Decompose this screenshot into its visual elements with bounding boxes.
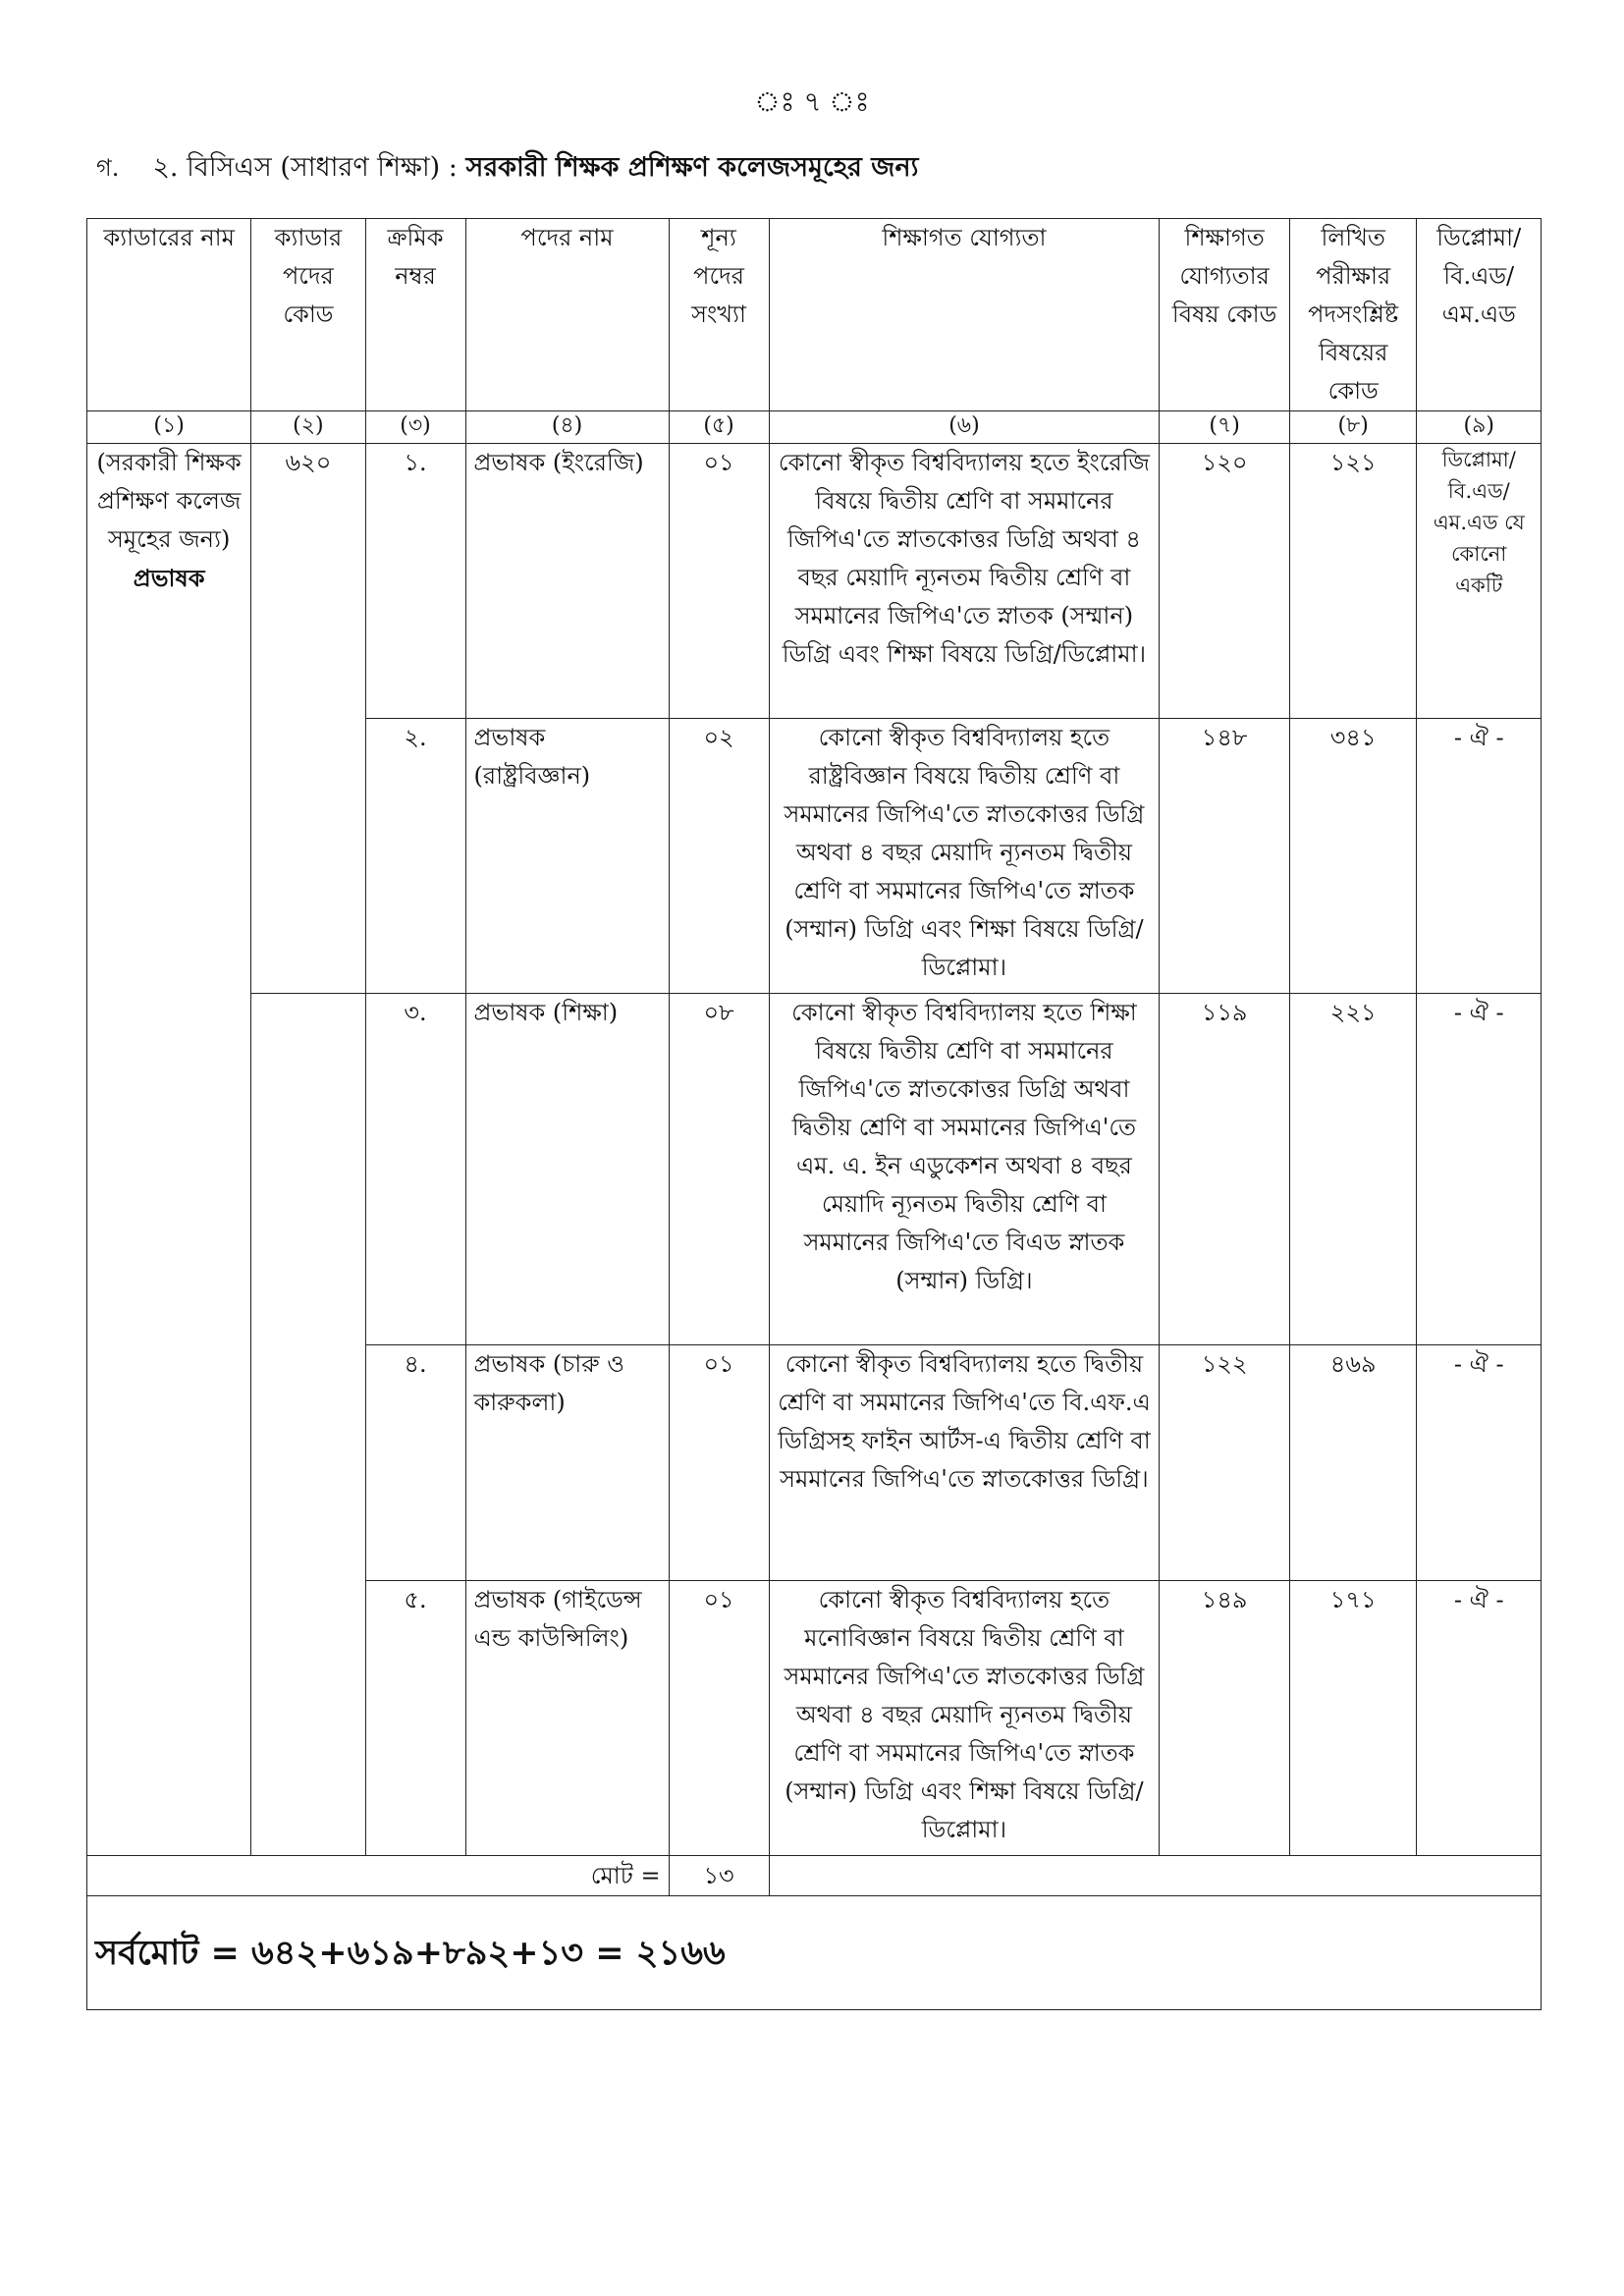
header-serial: ক্রমিক নম্বর bbox=[365, 219, 465, 411]
exam-code: ১২১ bbox=[1289, 444, 1417, 719]
subject-code: ১২০ bbox=[1160, 444, 1290, 719]
header-qualification: শিক্ষাগত যোগ্যতা bbox=[769, 219, 1160, 411]
section-letter: গ. bbox=[96, 154, 120, 182]
header-post-name: পদের নাম bbox=[465, 219, 669, 411]
column-number: (৬) bbox=[769, 411, 1160, 444]
header-cadre-code: ক্যাডার পদের কোড bbox=[251, 219, 365, 411]
column-number: (১) bbox=[87, 411, 251, 444]
column-number: (৮) bbox=[1289, 411, 1417, 444]
qualification: কোনো স্বীকৃত বিশ্ববিদ্যালয় হতে শিক্ষা বিষয়ে দ্বিতীয় শ্রেণি বা সমমানের জিপিএ'তে স্নাতকোত্তর ডিগ্রি অথবা দ্বিতীয় শ্রেণি বা সমমানের জিপিএ'তে এম. এ. ইন এডুকেশন অথবা ৪ বছর মেয়াদি ন্যূনতম দ্বিতীয় শ্রেণি বা সমমানের জিপিএ'তে বিএড স্নাতক (সম্মান) ডিগ্রি। bbox=[769, 994, 1160, 1345]
section-heading bbox=[96, 147, 918, 191]
posts-table bbox=[86, 218, 1542, 2010]
table-row bbox=[87, 444, 1542, 719]
section-title-bold: সরকারী শিক্ষক প্রশিক্ষণ কলেজসমূহের জন্য bbox=[465, 152, 919, 183]
serial: ২. bbox=[365, 719, 465, 994]
serial: ৫. bbox=[365, 1581, 465, 1856]
exam-code: ৩৪১ bbox=[1289, 719, 1417, 994]
subject-code: ১১৯ bbox=[1160, 994, 1290, 1345]
grand-total: সর্বমোট = ৬৪২+৬১৯+৮৯২+১৩ = ২১৬৬ bbox=[95, 1933, 726, 1973]
subject-code: ১৪৯ bbox=[1160, 1581, 1290, 1856]
column-number: (৫) bbox=[669, 411, 769, 444]
header-cadre-name: ক্যাডারের নাম bbox=[87, 219, 251, 411]
cadre-rank: প্রভাষক bbox=[133, 564, 205, 592]
exam-code: ৪৬৯ bbox=[1289, 1345, 1417, 1581]
subject-code: ১২২ bbox=[1160, 1345, 1290, 1581]
total-row bbox=[87, 1856, 1542, 1896]
post-name: প্রভাষক (রাষ্ট্রবিজ্ঞান) bbox=[465, 719, 669, 994]
diploma-requirement: - ঐ - bbox=[1417, 1345, 1542, 1581]
vacancies: ০১ bbox=[669, 1345, 769, 1581]
post-name: প্রভাষক (গাইডেন্স এন্ড কাউন্সিলিং) bbox=[465, 1581, 669, 1856]
cadre-code-empty bbox=[251, 994, 365, 1856]
serial: ৪. bbox=[365, 1345, 465, 1581]
column-number: (২) bbox=[251, 411, 365, 444]
header-vacancies: শূন্য পদের সংখ্যা bbox=[669, 219, 769, 411]
total-value: ১৩ bbox=[669, 1856, 769, 1896]
exam-code: ২২১ bbox=[1289, 994, 1417, 1345]
cadre-name-cell bbox=[87, 444, 251, 1856]
qualification: কোনো স্বীকৃত বিশ্ববিদ্যালয় হতে মনোবিজ্ঞান বিষয়ে দ্বিতীয় শ্রেণি বা সমমানের জিপিএ'তে স্নাতকোত্তর ডিগ্রি অথবা ৪ বছর মেয়াদি ন্যূনতম দ্বিতীয় শ্রেণি বা সমমানের জিপিএ'তে স্নাতক (সম্মান) ডিগ্রি এবং শিক্ষা বিষয়ে ডিগ্রি/ডিপ্লোমা। bbox=[769, 1581, 1160, 1856]
grand-total-cell bbox=[87, 1896, 1542, 2010]
total-label: মোট = bbox=[87, 1856, 670, 1896]
grand-total-row bbox=[87, 1896, 1542, 2010]
total-row-empty bbox=[769, 1856, 1541, 1896]
vacancies: ০৮ bbox=[669, 994, 769, 1345]
table-row bbox=[87, 994, 1542, 1345]
header-diploma: ডিপ্লোমা/ বি.এড/ এম.এড bbox=[1417, 219, 1542, 411]
post-name: প্রভাষক (চারু ও কারুকলা) bbox=[465, 1345, 669, 1581]
serial: ৩. bbox=[365, 994, 465, 1345]
vacancies: ০১ bbox=[669, 444, 769, 719]
diploma-requirement: - ঐ - bbox=[1417, 994, 1542, 1345]
header-row bbox=[87, 219, 1542, 411]
cadre-name: (সরকারী শিক্ষক প্রশিক্ষণ কলেজ সমূহের জন্য) bbox=[96, 449, 242, 553]
diploma-requirement: - ঐ - bbox=[1417, 719, 1542, 994]
column-number-row bbox=[87, 411, 1542, 444]
serial: ১. bbox=[365, 444, 465, 719]
post-name: প্রভাষক (ইংরেজি) bbox=[465, 444, 669, 719]
post-name: প্রভাষক (শিক্ষা) bbox=[465, 994, 669, 1345]
column-number: (৪) bbox=[465, 411, 669, 444]
vacancies: ০২ bbox=[669, 719, 769, 994]
exam-code: ১৭১ bbox=[1289, 1581, 1417, 1856]
header-subject-code: শিক্ষাগত যোগ্যতার বিষয় কোড bbox=[1160, 219, 1290, 411]
header-exam-code: লিখিত পরীক্ষার পদসংশ্লিষ্ট বিষয়ের কোড bbox=[1289, 219, 1417, 411]
column-number: (৯) bbox=[1417, 411, 1542, 444]
subject-code: ১৪৮ bbox=[1160, 719, 1290, 994]
cadre-code: ৬২০ bbox=[251, 444, 365, 994]
diploma-requirement: - ঐ - bbox=[1417, 1581, 1542, 1856]
column-number: (৭) bbox=[1160, 411, 1290, 444]
diploma-requirement: ডিপ্লোমা/ বি.এড/ এম.এড যে কোনো একটি bbox=[1417, 444, 1542, 719]
qualification: কোনো স্বীকৃত বিশ্ববিদ্যালয় হতে রাষ্ট্রবিজ্ঞান বিষয়ে দ্বিতীয় শ্রেণি বা সমমানের জিপিএ'তে স্নাতকোত্তর ডিগ্রি অথবা ৪ বছর মেয়াদি ন্যূনতম দ্বিতীয় শ্রেণি বা সমমানের জিপিএ'তে স্নাতক (সম্মান) ডিগ্রি এবং শিক্ষা বিষয়ে ডিগ্রি/ডিপ্লোমা। bbox=[769, 719, 1160, 994]
vacancies: ০১ bbox=[669, 1581, 769, 1856]
qualification: কোনো স্বীকৃত বিশ্ববিদ্যালয় হতে দ্বিতীয় শ্রেণি বা সমমানের জিপিএ'তে বি.এফ.এ ডিগ্রিসহ ফাইন আর্টস-এ দ্বিতীয় শ্রেণি বা সমমানের জিপিএ'তে স্নাতকোত্তর ডিগ্রি। bbox=[769, 1345, 1160, 1581]
section-title-prefix: ২. বিসিএস (সাধারণ শিক্ষা) : bbox=[152, 152, 466, 183]
column-number: (৩) bbox=[365, 411, 465, 444]
qualification: কোনো স্বীকৃত বিশ্ববিদ্যালয় হতে ইংরেজি বিষয়ে দ্বিতীয় শ্রেণি বা সমমানের জিপিএ'তে স্নাতকোত্তর ডিগ্রি অথবা ৪ বছর মেয়াদি ন্যূনতম দ্বিতীয় শ্রেণি বা সমমানের জিপিএ'তে স্নাতক (সম্মান) ডিগ্রি এবং শিক্ষা বিষয়ে ডিগ্রি/ডিপ্লোমা। bbox=[769, 444, 1160, 719]
page-number: ঃ ৭ ঃ bbox=[754, 85, 870, 118]
